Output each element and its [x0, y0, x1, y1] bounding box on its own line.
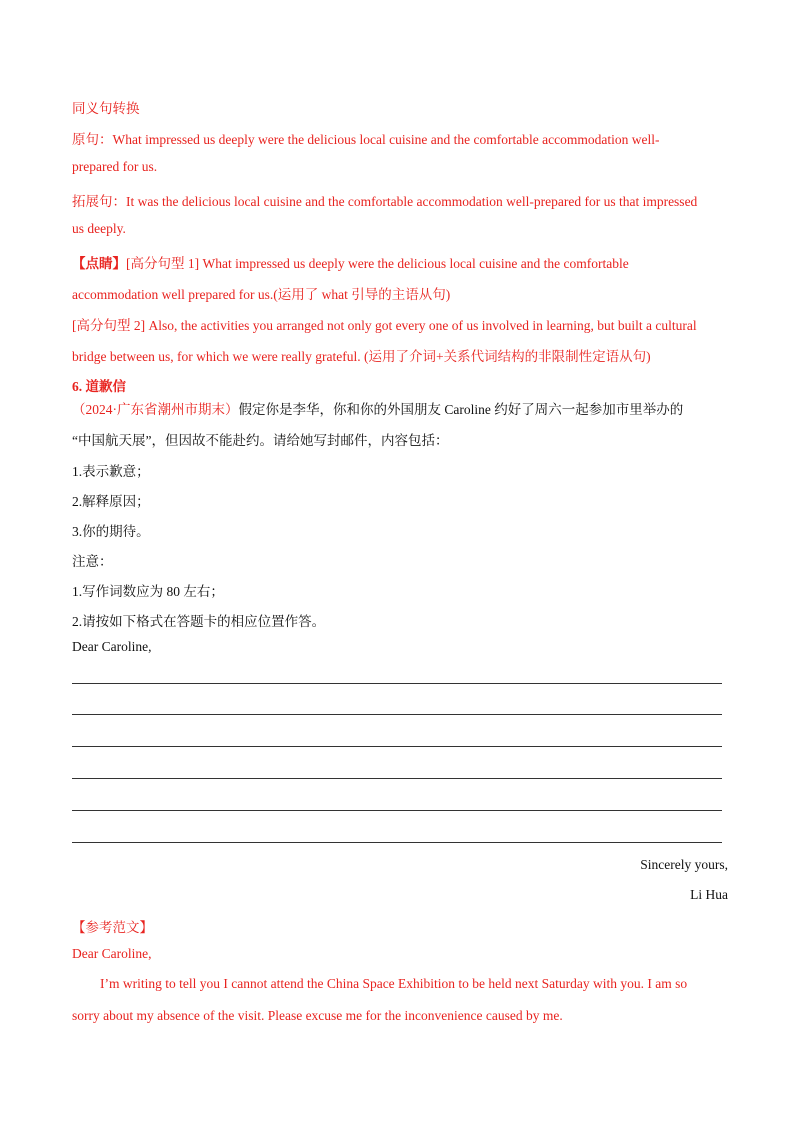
- expanded-text-2: us deeply.: [72, 221, 126, 236]
- task-note-1: 1.写作词数应为 80 左右；: [72, 584, 224, 599]
- highlight-tag: 【点睛】: [72, 256, 126, 271]
- task-point-1: 1.表示歉意；: [72, 464, 150, 479]
- expanded-text-1: It was the delicious local cuisine and the comfortable accommodation well-prepared for us that impressed: [126, 194, 698, 209]
- expanded-label: 拓展句：: [72, 194, 126, 209]
- original-label: 原句：: [72, 132, 113, 147]
- reference-salutation: Dear Caroline,: [72, 946, 152, 961]
- answer-line: [72, 842, 722, 843]
- answer-line: [72, 714, 722, 715]
- letter-closing: Sincerely yours,: [640, 857, 728, 872]
- original-text-1: What impressed us deeply were the delicious local cuisine and the comfortable accommodation well-: [112, 132, 660, 147]
- task-prompt-1: 假定你是李华，你和你的外国朋友 Caroline 约好了周六一起参加市里举办的: [238, 402, 684, 417]
- answer-line: [72, 683, 722, 684]
- task-source: （2024·广东省潮州市期末）: [72, 402, 239, 417]
- answer-line: [72, 810, 722, 811]
- highlight-line-2: accommodation well prepared for us.(运用了 what 引导的主语从句): [72, 287, 451, 302]
- task-point-2: 2.解释原因；: [72, 494, 150, 509]
- letter-signature: Li Hua: [690, 887, 728, 902]
- section-title: 同义句转换: [72, 101, 140, 116]
- reference-para-line-1: I’m writing to tell you I cannot attend the China Space Exhibition to be held next Saturday with you. I am so: [100, 976, 688, 991]
- highlight-line-1: [72, 252, 629, 272]
- highlight-text-1: [高分句型 1] What impressed us deeply were the delicious local cuisine and the comfortable: [126, 256, 629, 271]
- expanded-sentence-line-1: [72, 190, 697, 210]
- original-sentence-line-1: [72, 128, 659, 148]
- reference-para-line-2: sorry about my absence of the visit. Please excuse me for the inconvenience caused by me.: [72, 1008, 563, 1023]
- highlight-line-3: [高分句型 2] Also, the activities you arranged not only got every one of us involved in learning, but built a cultural: [72, 318, 697, 333]
- task-prompt-line-1: [72, 398, 683, 418]
- highlight-line-4: bridge between us, for which we were really grateful. (运用了介词+关系代词结构的非限制性定语从句): [72, 349, 651, 364]
- task-heading: 6. 道歉信: [72, 379, 126, 394]
- task-note-label: 注意：: [72, 554, 113, 569]
- reference-label: 【参考范文】: [72, 920, 153, 935]
- task-point-3: 3.你的期待。: [72, 524, 150, 539]
- original-text-2: prepared for us.: [72, 159, 158, 174]
- task-prompt-2: “中国航天展”，但因故不能赴约。请给她写封邮件，内容包括：: [72, 433, 449, 448]
- answer-line: [72, 778, 722, 779]
- task-note-2: 2.请按如下格式在答题卡的相应位置作答。: [72, 614, 326, 629]
- answer-line: [72, 746, 722, 747]
- letter-salutation: Dear Caroline,: [72, 639, 152, 654]
